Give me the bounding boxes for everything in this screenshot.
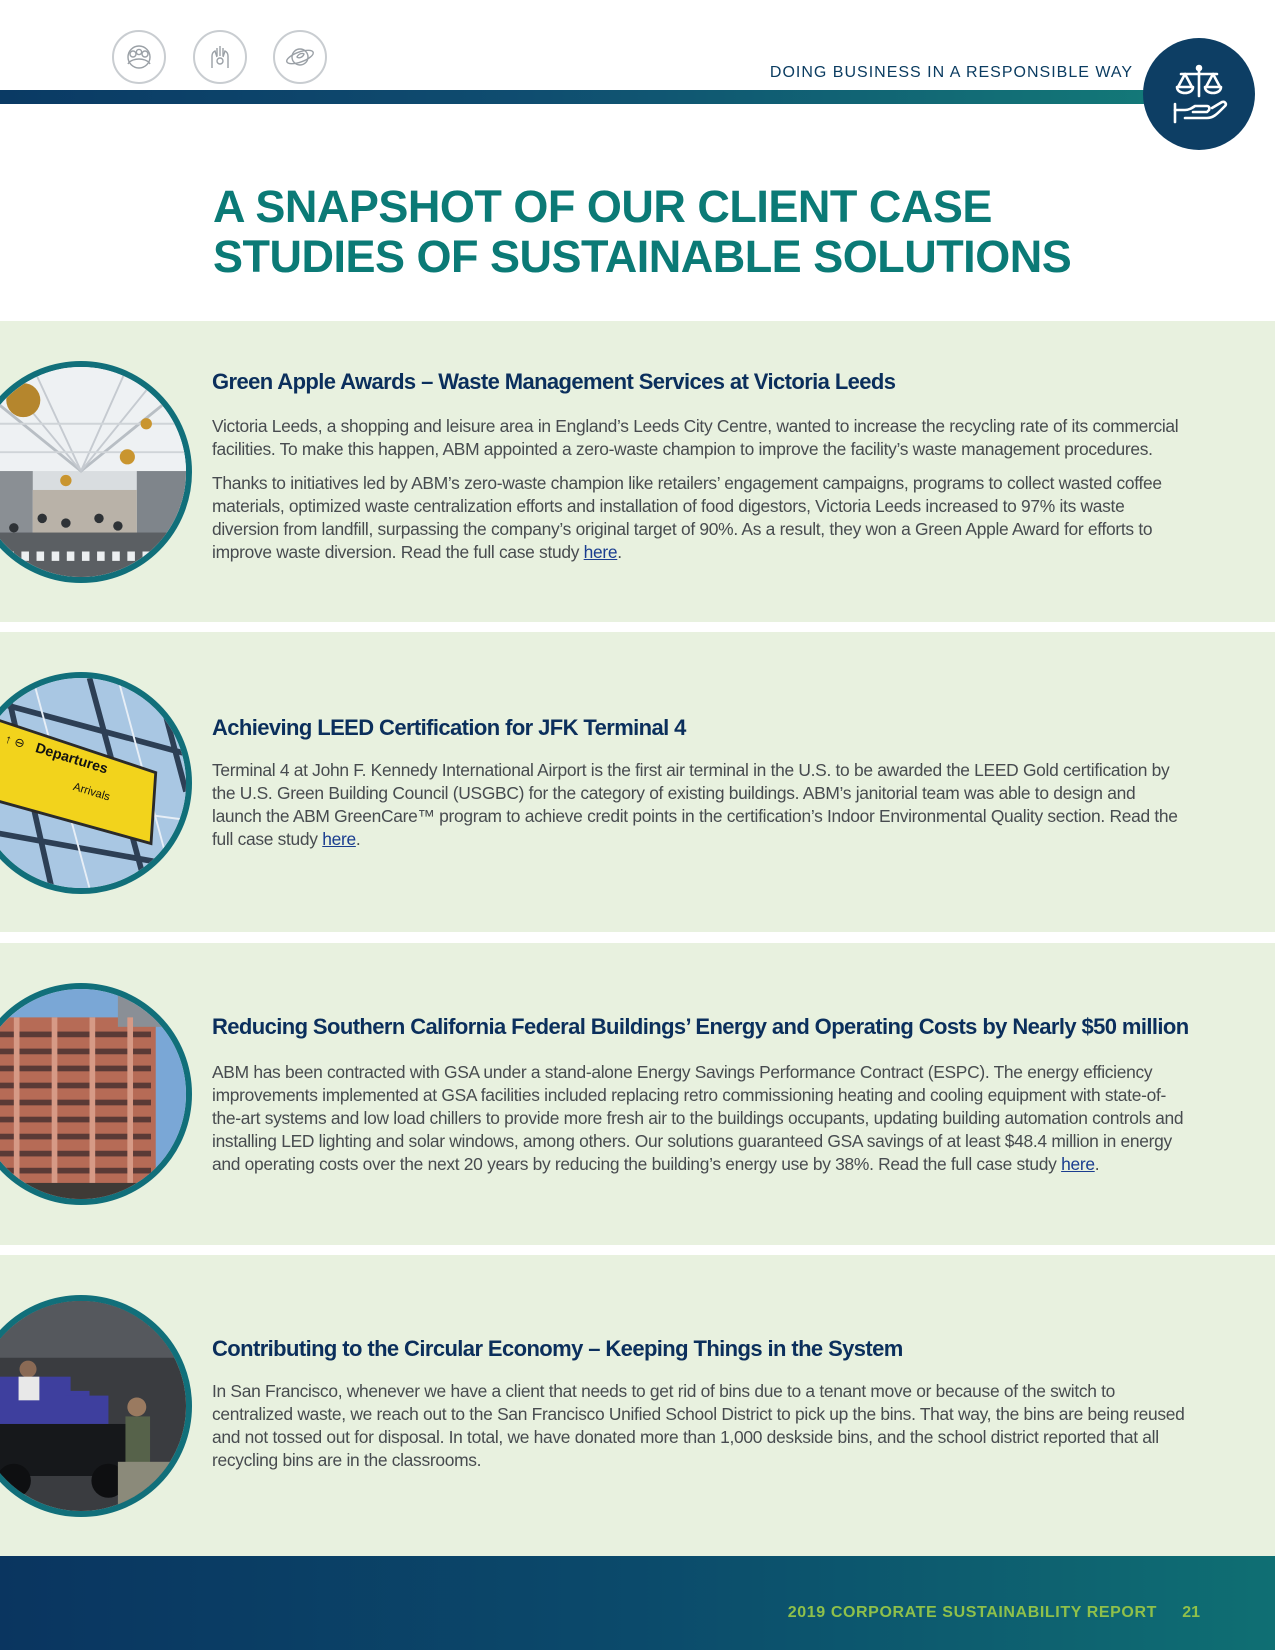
case-body <box>212 1061 1187 1187</box>
section-label: DOING BUSINESS IN A RESPONSIBLE WAY <box>769 64 1133 81</box>
case-study-victoria-leeds <box>0 321 1275 622</box>
case-study-gsa-energy <box>0 943 1275 1245</box>
case-paragraph-text: ABM has been contracted with GSA under a stand-alone Energy Savings Performance Contract (ESPC). The energy efficiency improvements implemented at GSA facilities included replacing retro commissioning heating and cooling equipment with state-of-the-art systems and low load chillers to provide more fresh air to the buildings occupants, updating building automation controls and installing LED lighting and solar windows, among others. Our solutions guaranteed GSA savings of at least $48.4 million in energy and operating costs over the next 20 years by reducing the building’s energy use by 38%. Read the full case study <box>212 1062 1184 1174</box>
case-paragraph-text: Thanks to initiatives led by ABM’s zero-waste champion like retailers’ engagement campaigns, programs to collect wasted coffee materials, optimized waste centralization efforts and installation of food digestors, Victoria Leeds increased to 97% its waste diversion from landfill, surpassing the company’s original target of 90%. As a result, they won a Green Apple Award for efforts to improve waste diversion. Read the full case study <box>212 473 1162 562</box>
case-paragraph-with-link <box>212 472 1187 564</box>
case-body <box>212 1380 1187 1483</box>
report-label: 2019 CORPORATE SUSTAINABILITY REPORT <box>787 1604 1157 1621</box>
header-bar <box>0 90 1175 104</box>
case-title: Achieving LEED Certification for JFK Terminal 4 <box>212 715 686 740</box>
page-title <box>213 182 1113 282</box>
hands-icon <box>193 30 247 84</box>
case-title: Green Apple Awards – Waste Management Services at Victoria Leeds <box>212 369 896 394</box>
read-case-study-link[interactable]: here <box>1061 1154 1095 1174</box>
page-footer <box>0 1556 1275 1650</box>
page-number: 21 <box>1182 1604 1200 1621</box>
case-paragraph-end: . <box>1094 1154 1100 1174</box>
case-study-circular-economy <box>0 1255 1275 1556</box>
case-title: Reducing Southern California Federal Buildings’ Energy and Operating Costs by Nearly $50 million <box>212 1014 1189 1039</box>
case-study-jfk-terminal4 <box>0 632 1275 932</box>
page-title-line1: A SNAPSHOT OF OUR CLIENT CASE <box>213 181 992 232</box>
jfk-departures-sign-photo <box>0 672 192 894</box>
case-paragraph-end: . <box>617 542 622 562</box>
sign-departures-text: Departures <box>33 740 110 778</box>
case-body <box>212 759 1187 862</box>
case-title: Contributing to the Circular Economy – Keeping Things in the System <box>212 1336 903 1361</box>
sign-arrivals-text: Arrivals <box>71 781 112 804</box>
case-paragraph: In San Francisco, whenever we have a client that needs to get rid of bins due to a tenant move or because of the switch to centralized waste, we reach out to the San Francisco Unified School District to pick up the bins. That way, the bins are being reused and not tossed out for disposal. In total, we have donated more than 1,000 deskside bins, and the school district reported that all recycling bins are in the classrooms. <box>212 1381 1185 1470</box>
case-paragraph-text: Terminal 4 at John F. Kennedy International Airport is the first air terminal in the U.S. to be awarded the LEED Gold certification by the U.S. Green Building Council (USGBC) for the category of existing buildings. ABM’s janitorial team was able to design and launch the ABM GreenCare™ program to achieve credit points in the certification’s Indoor Environmental Quality section. Read the full case study <box>212 760 1178 849</box>
page-title-line2: STUDIES OF SUSTAINABLE SOLUTIONS <box>213 231 1072 282</box>
people-circle-icon <box>112 30 166 84</box>
scales-hand-icon <box>1143 38 1255 150</box>
planet-leaf-icon <box>273 30 327 84</box>
case-paragraph: Victoria Leeds, a shopping and leisure area in England’s Leeds City Centre, wanted to increase the recycling rate of its commercial facilities. To make this happen, ABM appointed a zero-waste champion to improve the facility’s waste management procedures. <box>212 416 1179 459</box>
case-paragraph-end: . <box>355 829 361 849</box>
read-case-study-link[interactable]: here <box>322 829 356 849</box>
federal-building-photo <box>0 983 192 1205</box>
donated-bins-photo <box>0 1295 192 1517</box>
case-paragraph-with-link <box>212 759 1187 851</box>
read-case-study-link[interactable]: here <box>583 542 618 562</box>
case-paragraph-with-link <box>212 1061 1187 1176</box>
case-body <box>212 415 1187 575</box>
victoria-leeds-photo <box>0 361 192 583</box>
svg-text:↑ ⊖: ↑ ⊖ <box>3 731 27 751</box>
